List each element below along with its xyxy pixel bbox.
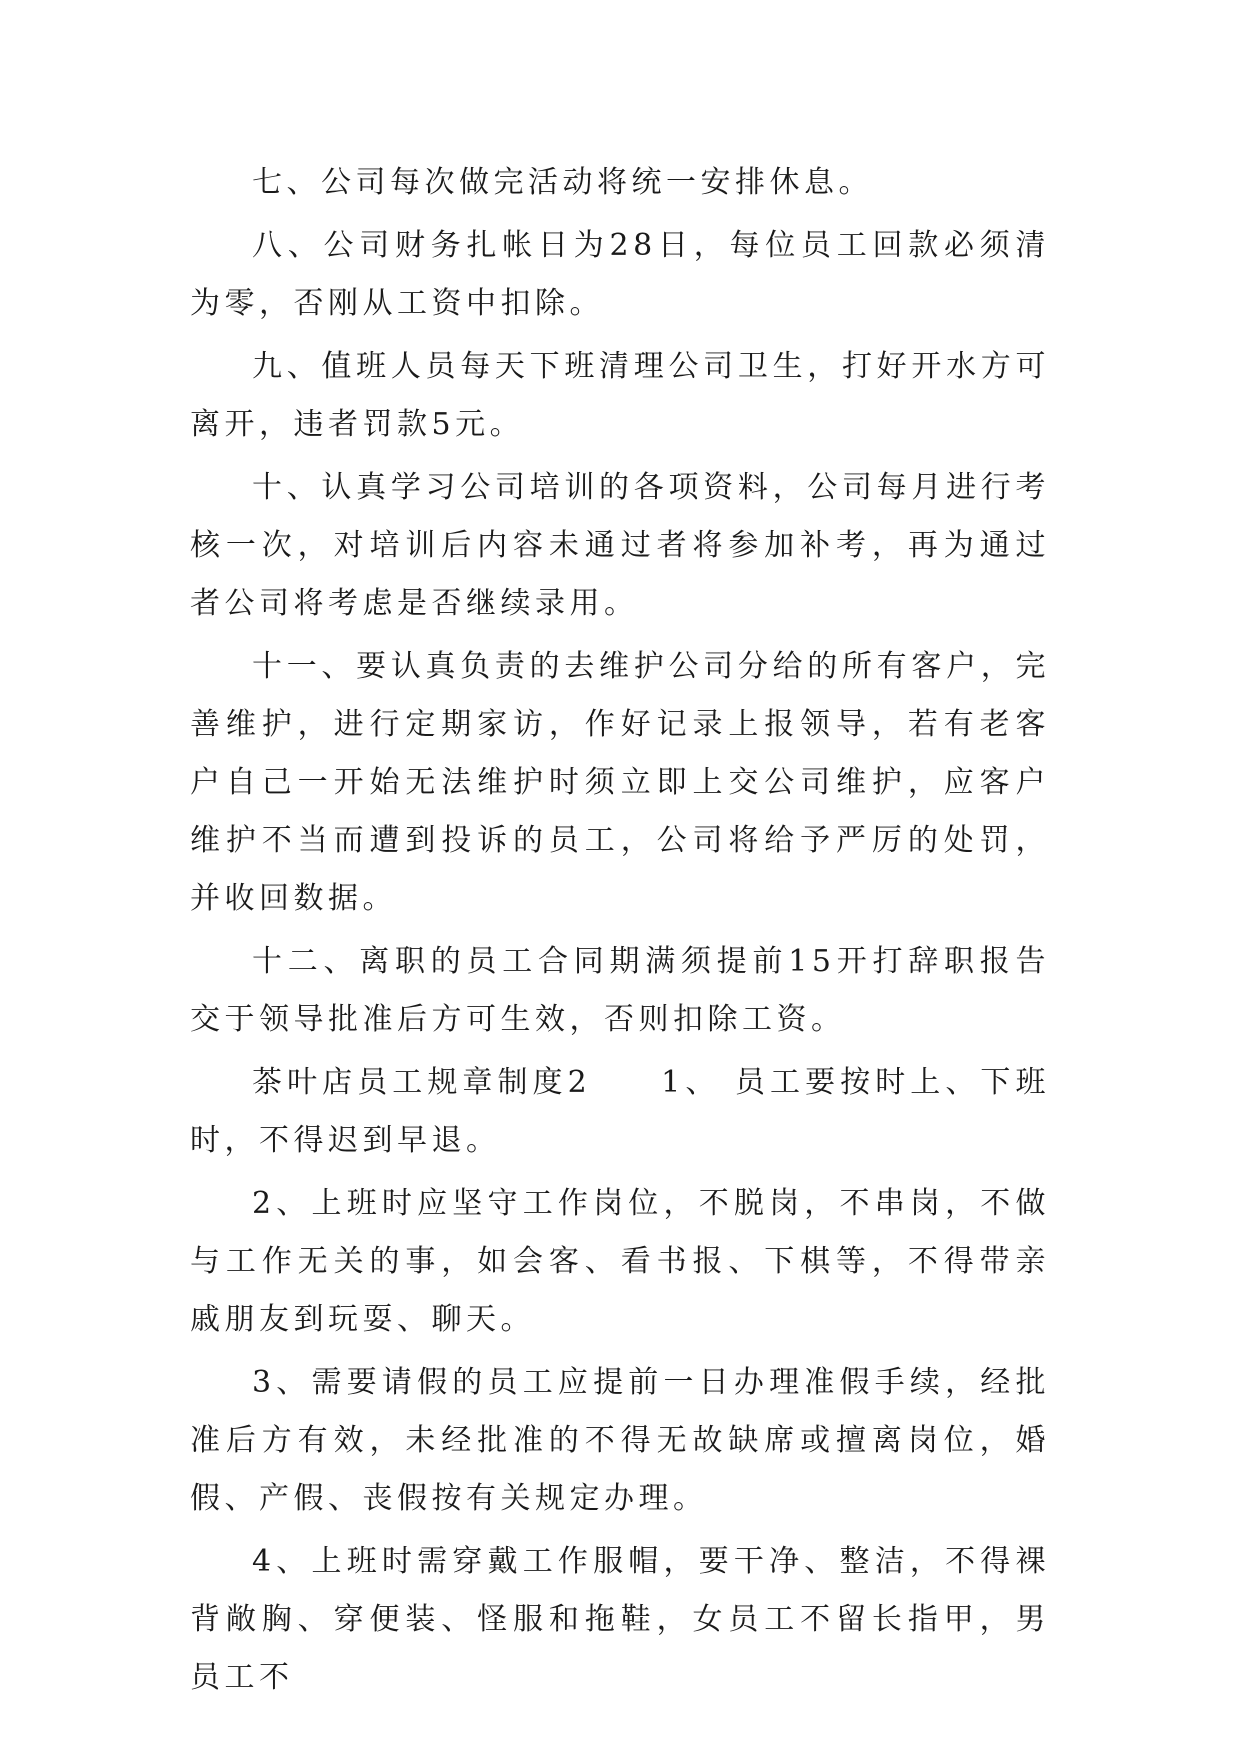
section-2-item-4: 4、上班时需穿戴工作服帽，要干净、整洁，不得裸背敞胸、穿便装、怪服和拖鞋，女员工不留长指甲，男员工不	[190, 1544, 1050, 1695]
rule-10-paragraph: 十、认真学习公司培训的各项资料，公司每月进行考核一次，对培训后内容未通过者将参加补考，再为通过者公司将考虑是否继续录用。	[190, 470, 1050, 621]
section-2-paragraph	[190, 1054, 1050, 1170]
rule-7-paragraph: 七、公司每次做完活动将统一安排休息。	[252, 165, 873, 200]
section-2-item-2: 2、上班时应坚守工作岗位，不脱岗，不串岗，不做与工作无关的事，如会客、看书报、下棋等，不得带亲戚朋友到玩耍、聊天。	[190, 1186, 1050, 1337]
rule-11-paragraph: 十一、要认真负责的去维护公司分给的所有客户，完善维护，进行定期家访，作好记录上报领导，若有老客户自己一开始无法维护时须立即上交公司维护，应客户维护不当而遭到投诉的员工，公司将给予严厉的处罚，并收回数据。	[190, 649, 1050, 916]
section-2-item-3: 3、需要请假的员工应提前一日办理准假手续，经批准后方有效，未经批准的不得无故缺席或擅离岗位，婚假、产假、丧假按有关规定办理。	[190, 1365, 1050, 1516]
section-2-item-1: 1、 员工要按时上、下班时，不得迟到早退。	[190, 1065, 1050, 1158]
rule-12-paragraph: 十二、离职的员工合同期满须提前15开打辞职报告交于领导批准后方可生效，否则扣除工资。	[190, 944, 1050, 1037]
section-2-title: 茶叶店员工规章制度2	[252, 1065, 592, 1100]
rule-9-paragraph: 九、值班人员每天下班清理公司卫生，打好开水方可离开，违者罚款5元。	[190, 349, 1050, 442]
document-body	[190, 154, 1050, 1712]
rule-8-paragraph: 八、公司财务扎帐日为28日，每位员工回款必须清为零，否刚从工资中扣除。	[190, 228, 1050, 321]
